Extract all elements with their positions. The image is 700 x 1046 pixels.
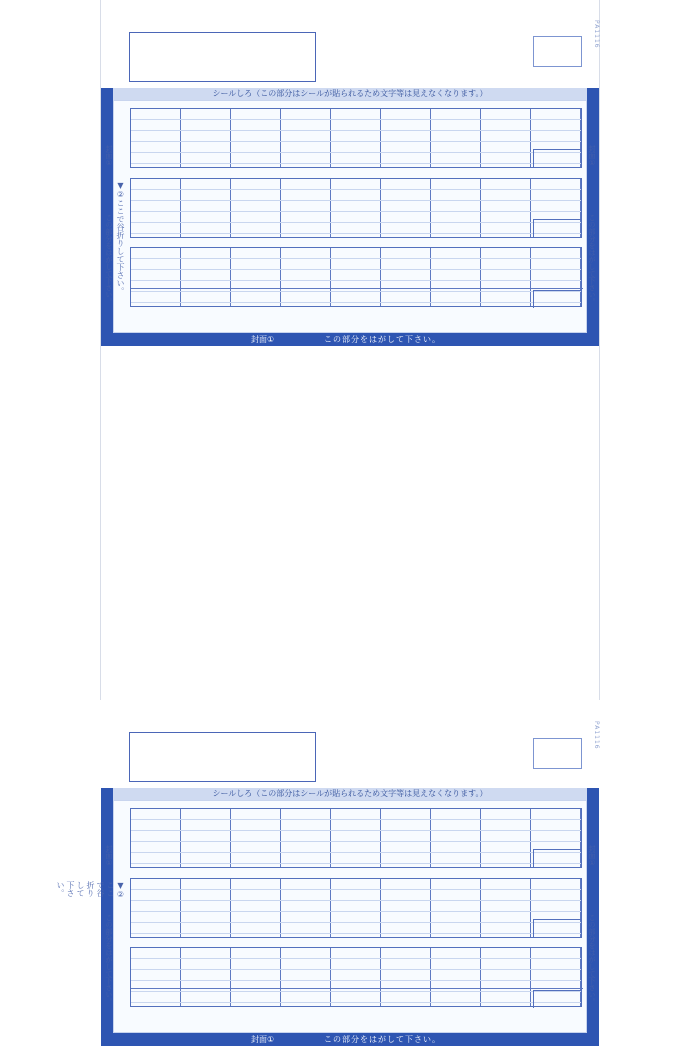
right-peel-instruction-top: この部分をはがして下さい。 bbox=[588, 214, 596, 305]
grid-block-3-divider-top bbox=[131, 288, 583, 289]
bottom-form-section bbox=[56, 350, 600, 1044]
grid-block-2-bottom bbox=[130, 878, 582, 938]
grid-block-3-bottom bbox=[130, 947, 582, 1007]
right-peel-instruction-bottom: この部分をはがして下さい。 bbox=[588, 914, 596, 1005]
grid-block-1-bottom bbox=[130, 808, 582, 868]
grid-block-1-corner-box-top bbox=[533, 149, 581, 167]
grid-block-3-divider-bottom bbox=[131, 988, 583, 989]
address-box-bottom bbox=[129, 732, 316, 782]
bottom-band-instruction-top: この部分をはがして下さい。 bbox=[324, 335, 441, 344]
right-envelope-label-bottom: 封面① bbox=[588, 845, 596, 867]
grid-block-3-top bbox=[130, 247, 582, 307]
bottom-band-top bbox=[101, 334, 599, 346]
grid-block-2-top bbox=[130, 178, 582, 238]
grid-block-1-corner-box-bottom bbox=[533, 849, 581, 867]
seal-area-heading-bottom: シールしろ（この部分はシールが貼られるため文字等は見えなくなります。） bbox=[113, 788, 587, 800]
seal-area-heading-top: シールしろ（この部分はシールが貼られるため文字等は見えなくなります。） bbox=[113, 88, 587, 100]
bottom-band-bottom bbox=[101, 1034, 599, 1046]
left-envelope-label-top: 封面① bbox=[105, 145, 113, 167]
bottom-band-label-bottom: 封面① bbox=[251, 1035, 275, 1044]
grid-block-3-corner-box-bottom bbox=[533, 990, 581, 1008]
address-box-top bbox=[129, 32, 316, 82]
stamp-box-bottom bbox=[533, 738, 582, 769]
form-sheet bbox=[56, 0, 600, 1044]
left-peel-instruction-bottom: この部分をはがして下さい。 bbox=[105, 914, 113, 1005]
grid-block-3-corner-box-top bbox=[533, 290, 581, 308]
grid-block-2-corner-box-top bbox=[533, 219, 581, 237]
top-form-section bbox=[101, 0, 599, 350]
fold-instruction-top: ▼②ここで谷折りして下さい。 bbox=[116, 181, 125, 295]
bottom-band-instruction-bottom: この部分をはがして下さい。 bbox=[324, 1035, 441, 1044]
form-code-bottom: PA1116 bbox=[593, 721, 600, 750]
right-envelope-label-top: 封面① bbox=[588, 145, 596, 167]
form-code-top: PA1116 bbox=[593, 20, 600, 49]
grid-block-1-top bbox=[130, 108, 582, 168]
fold-instruction-bottom: ▼②ここで谷折りして下さい。 bbox=[56, 881, 125, 899]
left-envelope-label-bottom: 封面① bbox=[105, 845, 113, 867]
left-peel-instruction-top: この部分をはがして下さい。 bbox=[105, 214, 113, 305]
stamp-box-top bbox=[533, 36, 582, 67]
grid-block-2-corner-box-bottom bbox=[533, 919, 581, 937]
bottom-band-label-top: 封面① bbox=[251, 335, 275, 344]
